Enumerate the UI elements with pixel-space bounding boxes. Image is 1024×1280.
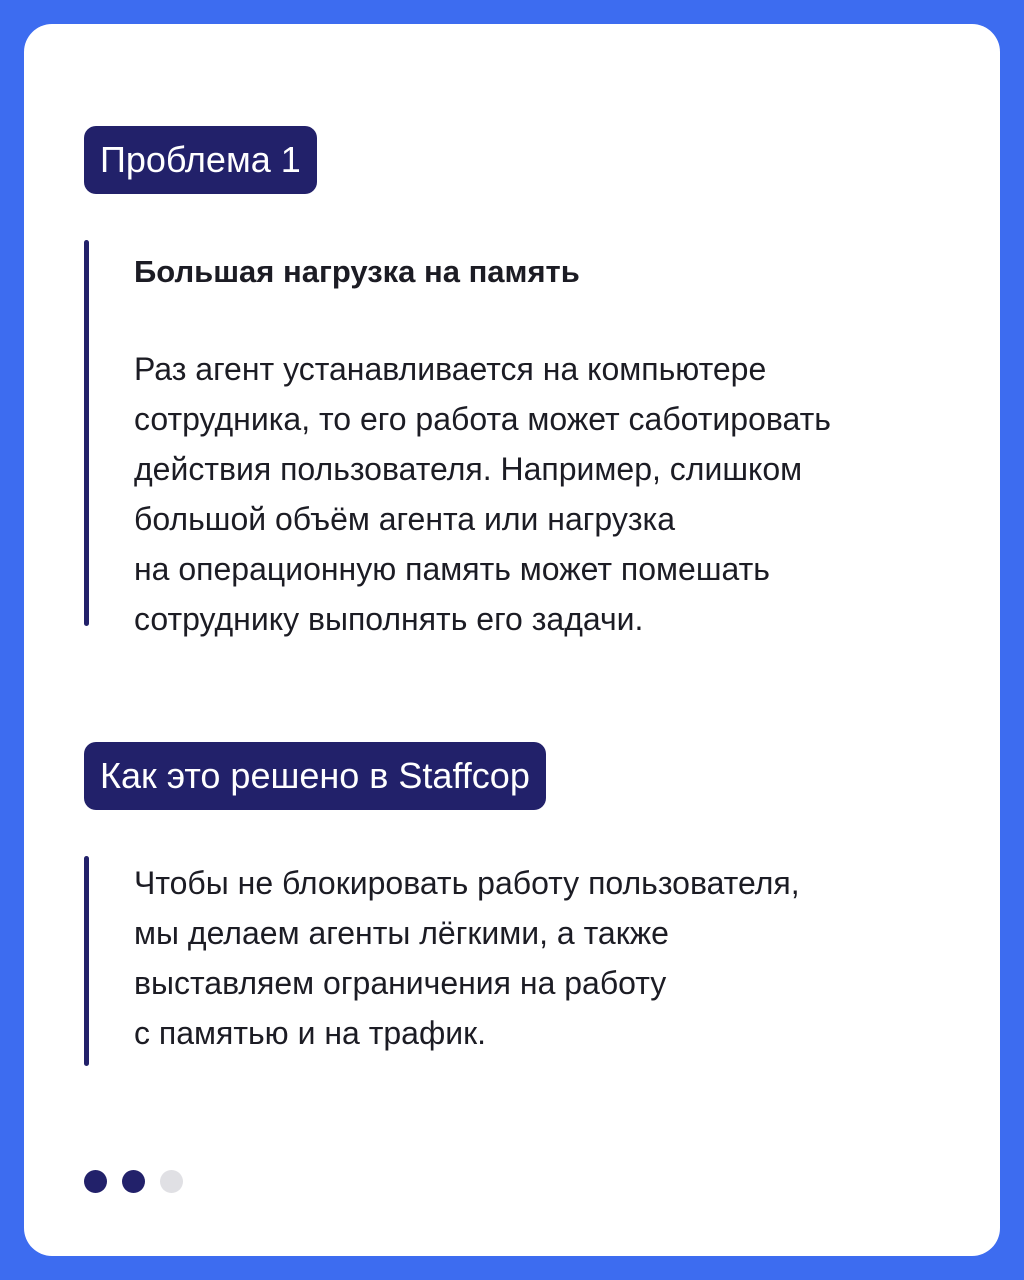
problem-block (84, 240, 964, 637)
problem-tag: Проблема 1 (84, 126, 317, 194)
pagination-dots (84, 1170, 183, 1193)
pagination-dot-inactive (160, 1170, 183, 1193)
solution-description (134, 858, 964, 1058)
problem-line: сотруднику выполнять его задачи. (134, 601, 644, 637)
solution-content (134, 856, 964, 1058)
slide-card (24, 24, 1000, 1256)
pagination-dot-active (84, 1170, 107, 1193)
solution-line: мы делаем агенты лёгкими, а также (134, 915, 669, 951)
problem-line: действия пользователя. Например, слишком (134, 451, 803, 487)
solution-block (84, 856, 964, 1066)
problem-description (134, 344, 964, 644)
solution-tag: Как это решено в Staffcop (84, 742, 546, 810)
pagination-dot-active (122, 1170, 145, 1193)
problem-line: на операционную память может помешать (134, 551, 770, 587)
solution-line: Чтобы не блокировать работу пользователя, (134, 865, 800, 901)
solution-line: выставляем ограничения на работу (134, 965, 667, 1001)
problem-line: сотрудника, то его работа может саботировать (134, 401, 831, 437)
problem-content (134, 240, 964, 644)
problem-line: большой объём агента или нагрузка (134, 501, 676, 537)
problem-title: Большая нагрузка на память (134, 254, 580, 289)
solution-line: с памятью и на трафик. (134, 1015, 487, 1051)
accent-bar (84, 240, 89, 626)
accent-bar (84, 856, 89, 1066)
problem-line: Раз агент устанавливается на компьютере (134, 351, 767, 387)
